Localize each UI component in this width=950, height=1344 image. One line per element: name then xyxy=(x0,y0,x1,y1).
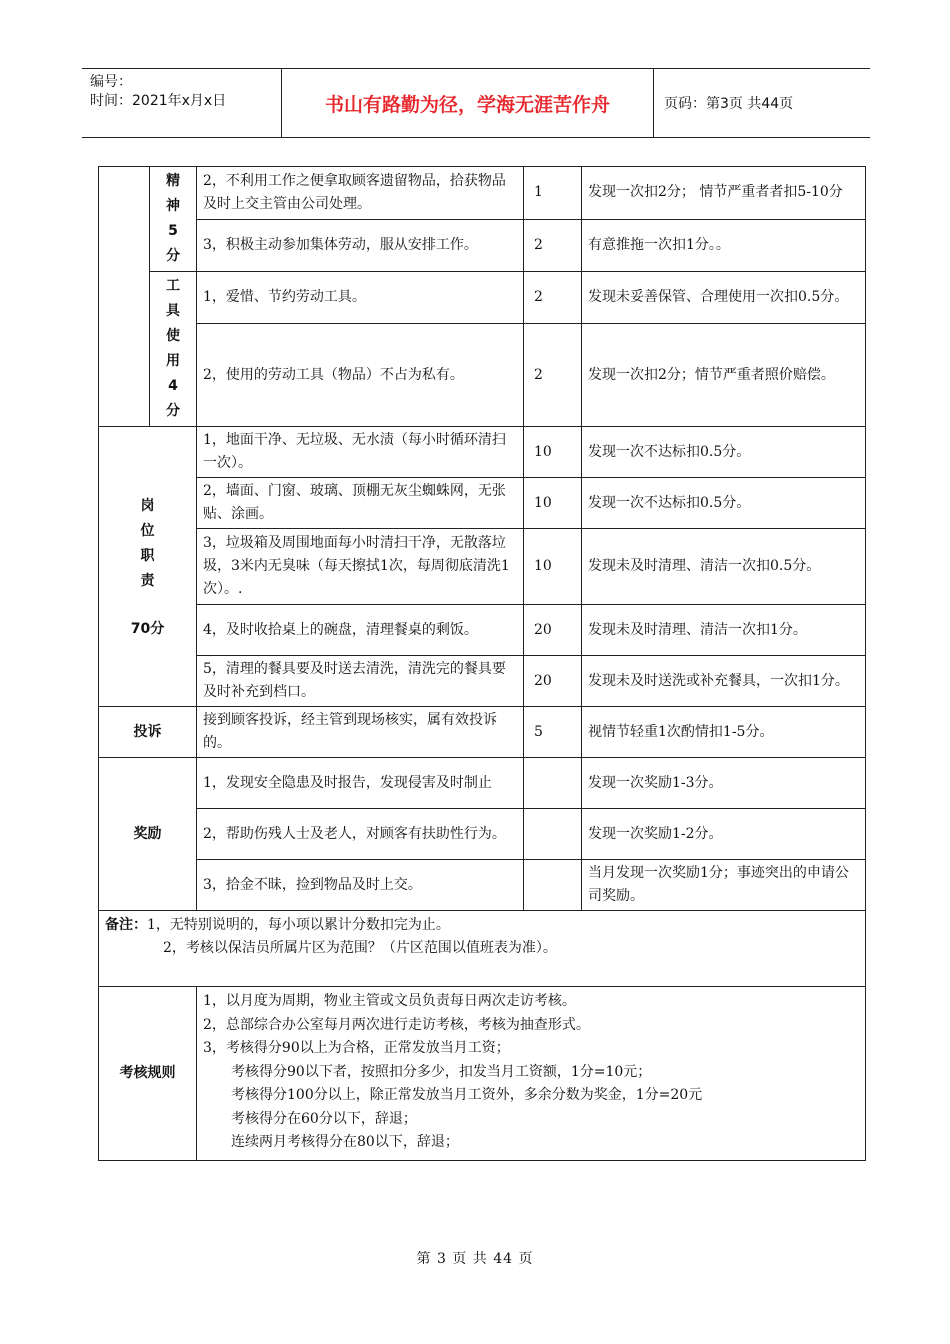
spirit-label: 精 神 5 分 xyxy=(150,167,197,272)
table-row xyxy=(99,529,866,605)
item-score: 1 xyxy=(524,167,582,220)
item-score xyxy=(524,758,582,809)
rule-line: 2，总部综合办公室每月两次进行走访考核，考核为抽查形式。 xyxy=(203,1016,590,1033)
remarks-line: 1，无特别说明的，每小项以累计分数扣完为止。 xyxy=(147,917,450,933)
table-row xyxy=(99,758,866,809)
rule-line: 连续两月考核得分在80以下，辞退； xyxy=(231,1134,459,1150)
item-text: 2，帮助伤残人士及老人，对顾客有扶助性行为。 xyxy=(197,809,524,860)
table-row xyxy=(99,167,866,220)
table-row xyxy=(99,987,866,1161)
item-text: 1，爱惜、节约劳动工具。 xyxy=(197,272,524,324)
rules-label: 考核规则 xyxy=(99,987,197,1161)
rule-line: 考核得分100分以上，除正常发放当月工资外，多余分数为奖金，1分=20元 xyxy=(231,1087,703,1103)
item-rule: 发现未及时清理、清洁一次扣1分。 xyxy=(582,605,866,656)
item-score xyxy=(524,860,582,911)
item-text: 2，墙面、门窗、玻璃、顶棚无灰尘蜘蛛网，无张贴、涂画。 xyxy=(197,478,524,529)
item-rule: 发现一次扣2分； 情节严重者者扣5-10分 xyxy=(582,167,866,220)
item-text: 2，不利用工作之便拿取顾客遗留物品，拾获物品及时上交主管由公司处理。 xyxy=(197,167,524,220)
item-text: 3，拾金不昧，捡到物品及时上交。 xyxy=(197,860,524,911)
item-text: 3，垃圾箱及周围地面每小时清扫干净，无散落垃圾，3米内无臭味（每天擦拭1次，每周彻底清洗1次）。. xyxy=(197,529,524,605)
item-score: 2 xyxy=(524,272,582,324)
item-text: 接到顾客投诉，经主管到现场核实，属有效投诉的。 xyxy=(197,707,524,758)
table-row xyxy=(99,324,866,427)
table-row xyxy=(99,272,866,324)
table-row xyxy=(99,656,866,707)
item-rule: 发现一次奖励1-3分。 xyxy=(582,758,866,809)
post-duty-points: 70分 xyxy=(130,620,165,637)
rules-cell xyxy=(197,987,866,1161)
item-score: 20 xyxy=(524,656,582,707)
item-score: 20 xyxy=(524,605,582,656)
header-motto: 书山有路勤为径，学海无涯苦作舟 xyxy=(282,69,654,137)
item-score: 10 xyxy=(524,478,582,529)
item-rule: 视情节轻重1次酌情扣1-5分。 xyxy=(582,707,866,758)
item-rule: 发现一次扣2分；情节严重者照价赔偿。 xyxy=(582,324,866,427)
table-row xyxy=(99,605,866,656)
tools-label: 工 具 使 用 4 分 xyxy=(150,272,197,427)
page-header xyxy=(82,68,870,138)
item-rule: 有意推拖一次扣1分。。 xyxy=(582,219,866,272)
rule-line: 3，考核得分90以上为合格，正常发放当月工资； xyxy=(203,1040,510,1056)
remarks-line: 2，考核以保洁员所属片区为范围？（片区范围以值班表为准）。 xyxy=(163,940,557,956)
item-rule: 发现未及时送洗或补充餐具，一次扣1分。 xyxy=(582,656,866,707)
table-row xyxy=(99,427,866,478)
header-page-number: 页码：第3页 共44页 xyxy=(664,96,794,112)
item-score xyxy=(524,809,582,860)
item-text: 1，发现安全隐患及时报告，发现侵害及时制止 xyxy=(197,758,524,809)
category-blank-cell xyxy=(99,167,150,427)
rule-line: 考核得分90以下者，按照扣分多少，扣发当月工资额，1分=10元； xyxy=(231,1063,652,1080)
table-row xyxy=(99,478,866,529)
item-text: 1，地面干净、无垃圾、无水渍（每小时循环清扫一次）。 xyxy=(197,427,524,478)
item-rule: 发现一次不达标扣0.5分。 xyxy=(582,427,866,478)
rule-line: 1，以月度为周期，物业主管或文员负责每日两次走访考核。 xyxy=(203,993,576,1009)
item-text: 3，积极主动参加集体劳动，服从安排工作。 xyxy=(197,219,524,272)
time-label: 时间：2021年x月x日 xyxy=(90,93,227,109)
item-rule: 发现一次不达标扣0.5分。 xyxy=(582,478,866,529)
assessment-table xyxy=(98,166,866,1161)
item-text: 4，及时收拾桌上的碗盘，清理餐桌的剩饭。 xyxy=(197,605,524,656)
reward-label: 奖励 xyxy=(99,758,197,911)
remarks-lead: 备注： xyxy=(105,917,147,933)
item-score: 2 xyxy=(524,324,582,427)
post-duty-label: 岗 位 职 责 70分 xyxy=(99,427,197,707)
rule-line: 考核得分在60分以下，辞退； xyxy=(231,1110,417,1127)
item-score: 10 xyxy=(524,529,582,605)
complaint-label: 投诉 xyxy=(99,707,197,758)
table-row xyxy=(99,219,866,272)
serial-label: 编号： xyxy=(90,74,132,90)
table-row xyxy=(99,911,866,987)
header-meta xyxy=(82,69,282,137)
item-text: 5，清理的餐具要及时送去清洗，清洗完的餐具要及时补充到档口。 xyxy=(197,656,524,707)
item-rule: 发现一次奖励1-2分。 xyxy=(582,809,866,860)
page-footer: 第 3 页 共 44 页 xyxy=(416,1251,534,1267)
item-text: 2，使用的劳动工具（物品）不占为私有。 xyxy=(197,324,524,427)
item-rule: 发现未妥善保管、合理使用一次扣0.5分。 xyxy=(582,272,866,324)
item-rule: 当月发现一次奖励1分；事迹突出的申请公司奖励。 xyxy=(582,860,866,911)
table-row xyxy=(99,860,866,911)
item-score: 5 xyxy=(524,707,582,758)
remarks-cell xyxy=(99,911,866,987)
item-score: 10 xyxy=(524,427,582,478)
table-row xyxy=(99,809,866,860)
item-rule: 发现未及时清理、清洁一次扣0.5分。 xyxy=(582,529,866,605)
item-score: 2 xyxy=(524,219,582,272)
table-row xyxy=(99,707,866,758)
